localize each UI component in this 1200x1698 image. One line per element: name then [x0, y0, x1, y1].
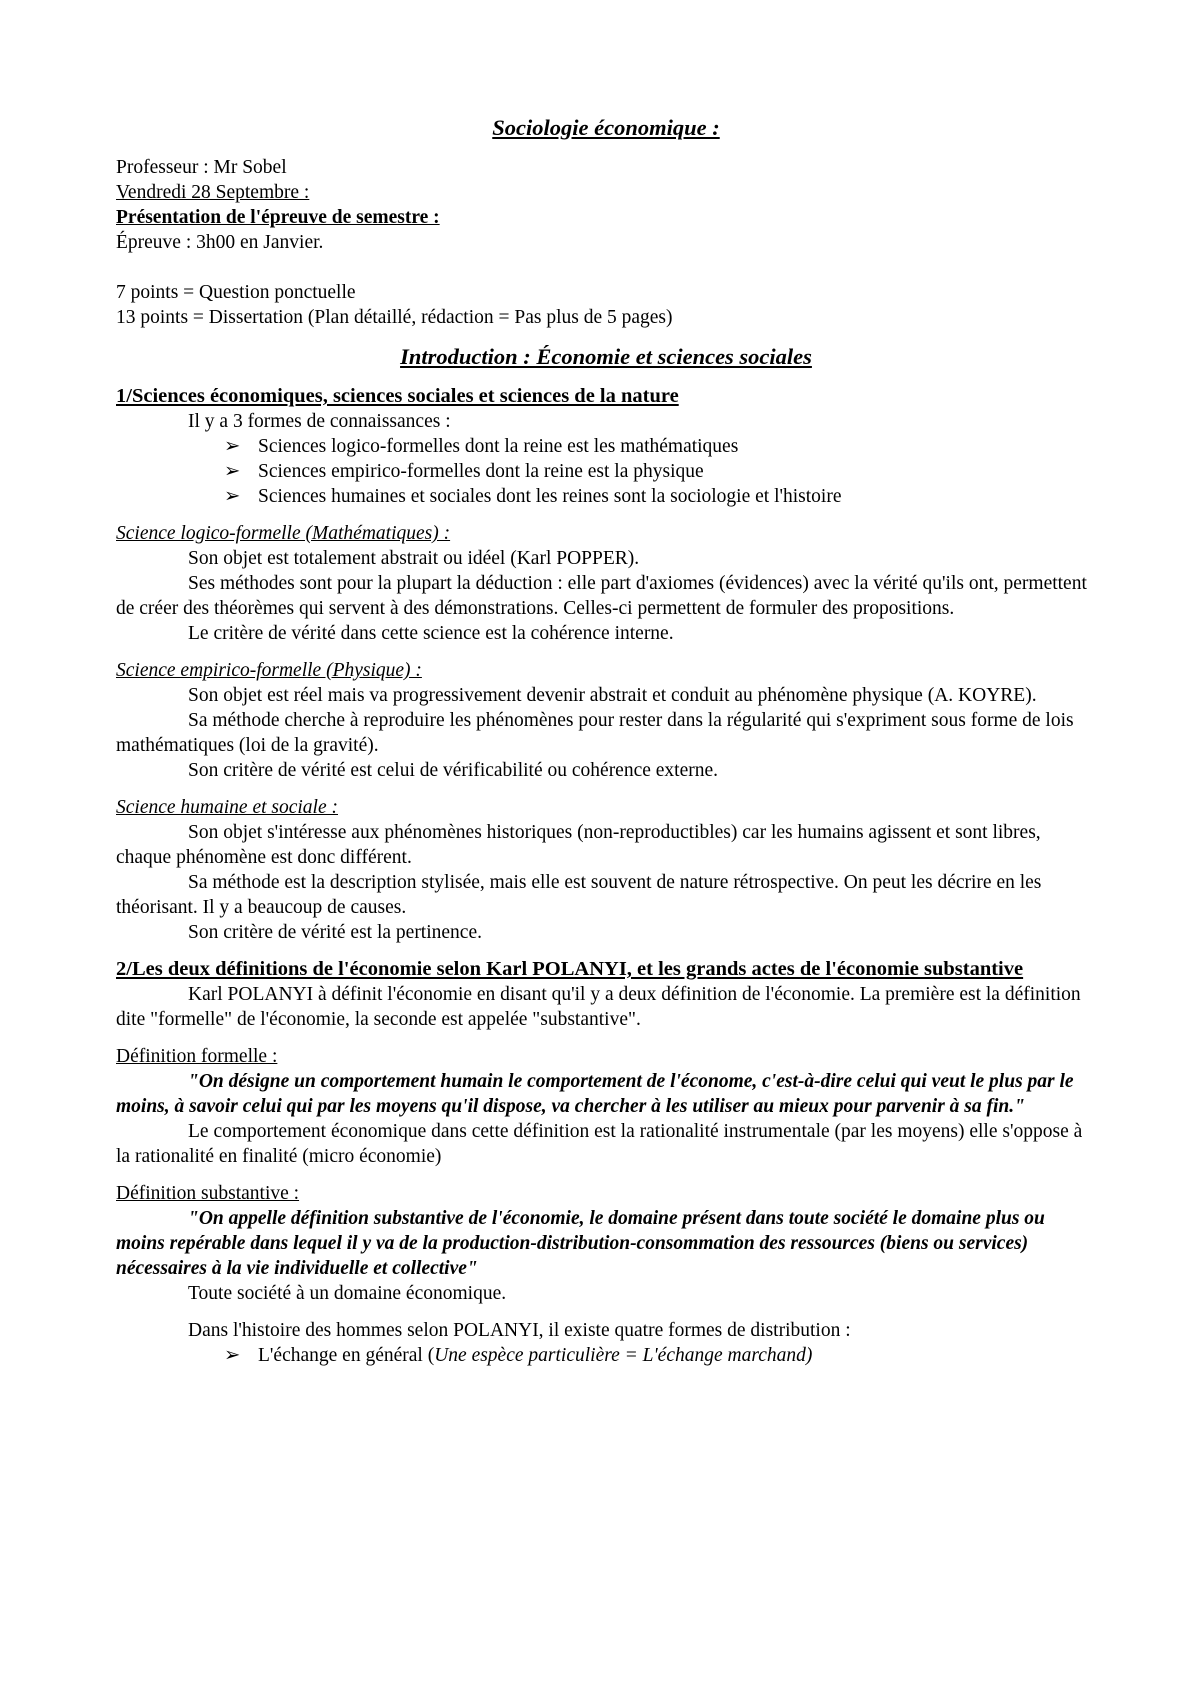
list-item: ➢ L'échange en général (Une espèce particulière = L'échange marchand): [224, 1345, 813, 1366]
logico-p3: Le critère de vérité dans cette science est la cohérence interne.: [188, 623, 674, 644]
humaine-p2: Sa méthode est la description stylisée, mais elle est souvent de nature rétrospective. On peut les décrire en les théorisant. Il y a beaucoup de causes.: [116, 872, 1042, 918]
arrow-bullet-icon: ➢: [224, 486, 241, 507]
distribution-bullet-list: [116, 1343, 1096, 1368]
date-line: Vendredi 28 Septembre :: [116, 182, 310, 203]
arrow-bullet-icon: ➢: [224, 1345, 241, 1366]
section1-bullet-list: [116, 434, 1096, 509]
document-page: [116, 113, 1096, 1368]
humaine-p1: Son objet s'intéresse aux phénomènes historiques (non-reproductibles) car les humains agissent et sont libres, chaque phénomène est donc différent.: [116, 822, 1041, 868]
empirico-p1: Son objet est réel mais va progressivement devenir abstrait et conduit au phénomène physique (A. KOYRE).: [188, 685, 1037, 706]
logico-p2: Ses méthodes sont pour la plupart la déduction : elle part d'axiomes (évidences) avec la vérité qu'ils ont, permettent de créer des théorèmes qui servent à des démonstrations. Celles-ci permettent de formuler des propositions.: [116, 573, 1087, 619]
empirico-p3: Son critère de vérité est celui de vérificabilité ou cohérence externe.: [188, 760, 719, 781]
substantive-p2: Dans l'histoire des hommes selon POLANYI, il existe quatre formes de distribution :: [188, 1320, 851, 1341]
points-line-1: 7 points = Question ponctuelle: [116, 282, 356, 303]
section2-heading: 2/Les deux définitions de l'économie selon Karl POLANYI, et les grands actes de l'économie substantive: [116, 958, 1024, 980]
substantive-p1: Toute société à un domaine économique.: [188, 1283, 507, 1304]
formelle-subhead: Définition formelle :: [116, 1046, 278, 1067]
list-item: ➢ Sciences logico-formelles dont la reine est les mathématiques: [224, 436, 739, 457]
substantive-subhead: Définition substantive :: [116, 1183, 300, 1204]
arrow-bullet-icon: ➢: [224, 436, 241, 457]
substantive-quote: "On appelle définition substantive de l'économie, le domaine présent dans toute société le domaine plus ou moins repérable dans lequel il y va de la production-distribution-consommation des ressources (biens ou services) nécessaires à la vie individuelle et collective": [116, 1208, 1045, 1279]
section2-intro: Karl POLANYI à définit l'économie en disant qu'il y a deux définition de l'économie. La première est la définition dite "formelle" de l'économie, la seconde est appelée "substantive".: [116, 984, 1081, 1030]
section1-heading: 1/Sciences économiques, sciences sociales et sciences de la nature: [116, 385, 679, 407]
humaine-subhead: Science humaine et sociale :: [116, 797, 338, 818]
logico-subhead: Science logico-formelle (Mathématiques) :: [116, 523, 451, 544]
document-title: Sociologie économique :: [492, 115, 720, 140]
professor-line: Professeur : Mr Sobel: [116, 157, 287, 178]
formelle-quote: "On désigne un comportement humain le comportement de l'économe, c'est-à-dire celui qui veut le plus par le moins, à savoir celui qui par les moyens qu'il dispose, va chercher à les utiliser au mieux pour parvenir à sa fin.": [116, 1071, 1074, 1117]
formelle-p1: Le comportement économique dans cette définition est la rationalité instrumentale (par les moyens) elle s'oppose à la rationalité en finalité (micro économie): [116, 1121, 1083, 1167]
exam-line: Épreuve : 3h00 en Janvier.: [116, 232, 324, 253]
empirico-p2: Sa méthode cherche à reproduire les phénomènes pour rester dans la régularité qui s'expriment sous forme de lois mathématiques (loi de la gravité).: [116, 710, 1074, 756]
section1-lead: Il y a 3 formes de connaissances :: [188, 411, 451, 432]
arrow-bullet-icon: ➢: [224, 461, 241, 482]
intro-title: Introduction : Économie et sciences sociales: [400, 344, 812, 369]
logico-p1: Son objet est totalement abstrait ou idéel (Karl POPPER).: [188, 548, 640, 569]
exam-heading: Présentation de l'épreuve de semestre :: [116, 207, 440, 228]
empirico-subhead: Science empirico-formelle (Physique) :: [116, 660, 422, 681]
list-item: ➢ Sciences empirico-formelles dont la reine est la physique: [224, 461, 704, 482]
list-item: ➢ Sciences humaines et sociales dont les reines sont la sociologie et l'histoire: [224, 486, 842, 507]
points-line-2: 13 points = Dissertation (Plan détaillé, rédaction = Pas plus de 5 pages): [116, 307, 673, 328]
humaine-p3: Son critère de vérité est la pertinence.: [188, 922, 482, 943]
